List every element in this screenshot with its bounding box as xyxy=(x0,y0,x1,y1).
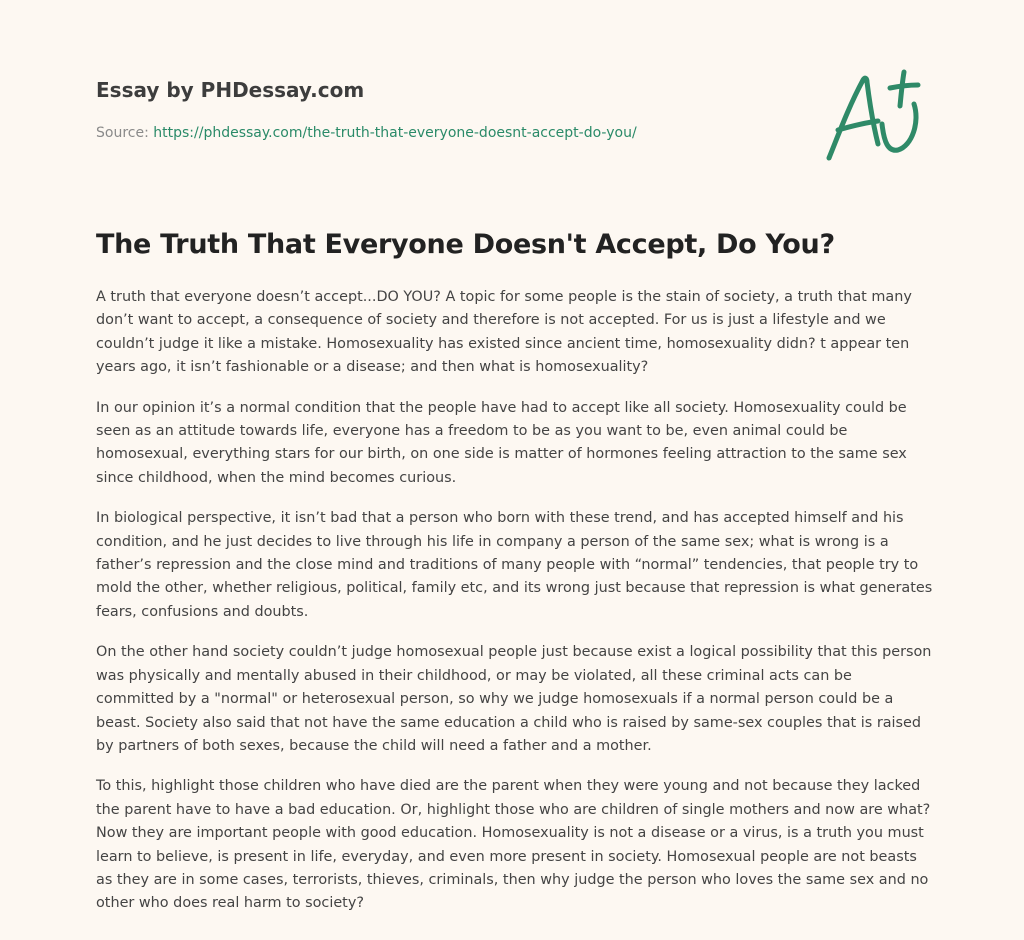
essay-body xyxy=(96,286,934,933)
essay-title: The Truth That Everyone Doesn't Accept, Do You? xyxy=(96,229,835,260)
paragraph: In biological perspective, it isn’t bad that a person who born with these trend, and has accepted himself and his condition, and he just decides to live through his life in company a person of the same sex; what is wrong is a father’s repression and the close mind and traditions of many people with “normal” tendencies, that people try to mold the other, whether religious, political, family etc, and its wrong just because that repression is what generates fears, confusions and doubts. xyxy=(96,510,933,620)
source-link[interactable]: https://phdessay.com/the-truth-that-everyone-doesnt-accept-do-you/ xyxy=(153,125,637,141)
brand-title: Essay by PHDessay.com xyxy=(96,78,365,102)
source-line xyxy=(96,123,736,143)
paragraph: To this, highlight those children who have died are the parent when they were young and not because they lacked the parent have to have a bad education. Or, highlight those who are children of single mothers and now are what? Now they are important people with good education. Homosexuality is not a disease or a virus, is a truth you must learn to believe, is present in life, everyday, and even more present in society. Homosexual people are not beasts as they are in some cases, terrorists, thieves, criminals, then why judge the person who loves the same sex and no other who does real harm to society? xyxy=(96,778,931,912)
paragraph: In our opinion it’s a normal condition that the people have had to accept like all society. Homosexuality could be seen as an attitude towards life, everyone has a freedom to be as you want to be, even animal could be homosexual, everything stars for our birth, on one side is matter of hormones feeling attraction to the same sex since childhood, when the mind becomes curious. xyxy=(96,399,907,486)
paragraph: On the other hand society couldn’t judge homosexual people just because exist a logical possibility that this person was physically and mentally abused in their childhood, or may be violated, all these criminal acts can be committed by a "normal" or heterosexual person, so why we judge homosexuals if a normal person could be a beast. Society also said that not have the same education a child who is raised by same-sex couples that is raised by partners of both sexes, because the child will need a father and a mother. xyxy=(96,644,932,754)
paragraph: A truth that everyone doesn’t accept...DO YOU? A topic for some people is the stain of society, a truth that many don’t want to accept, a consequence of society and therefore is not accepted. For us is just a lifestyle and we couldn’t judge it like a mistake. Homosexuality has existed since ancient time, homosexuality didn? t appear ten years ago, it isn’t fashionable or a disease; and then what is homosexuality? xyxy=(96,289,912,376)
source-label: Source: xyxy=(96,125,149,141)
essay-header xyxy=(96,76,736,143)
a-plus-grade-icon xyxy=(818,66,928,166)
